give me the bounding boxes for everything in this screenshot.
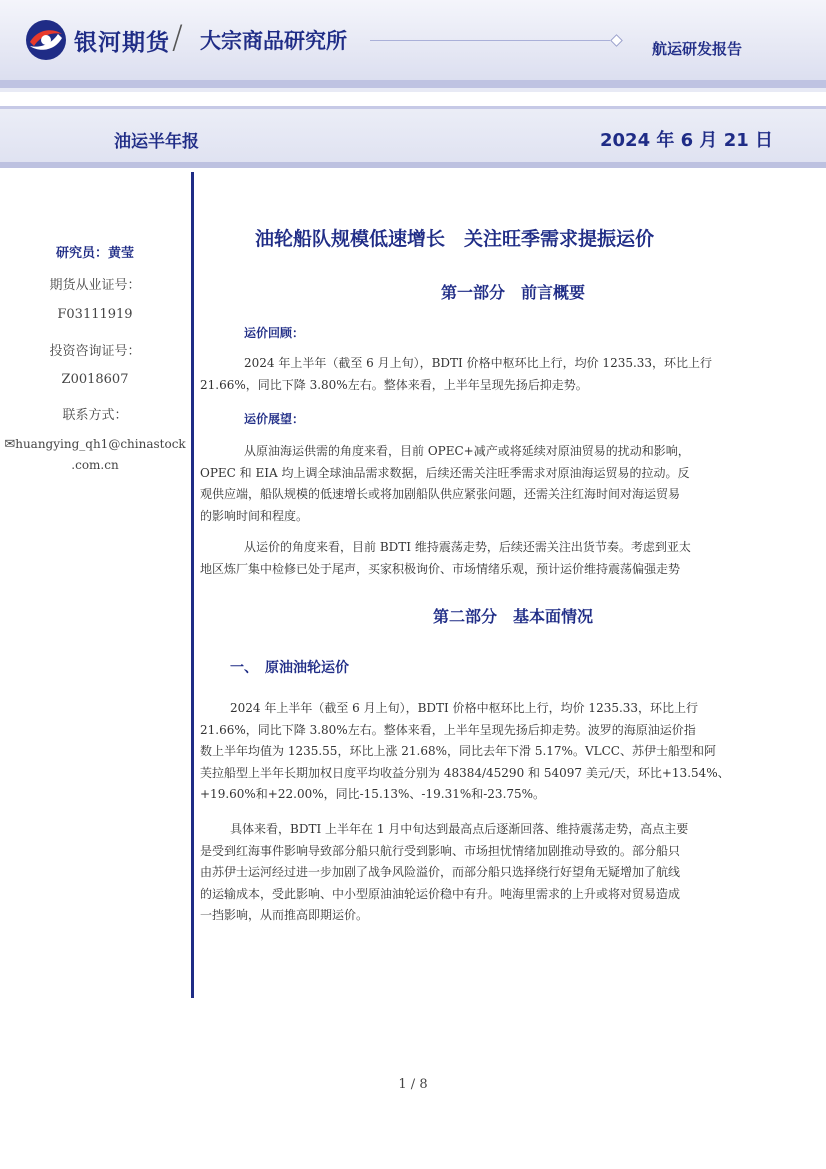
license-label: 期货从业证号： (49, 278, 141, 293)
galaxy-futures-logo (24, 18, 68, 62)
section2-paragraph-1: 2024 年上半年（截至 6 月上旬），BDTI 价格中枢环比上行，均价 1235.33，环比上行 21.66%，同比下降 3.80%左右。整体来看，上半年呈现先扬后抑走势。波罗的海原油运价指 数上半年均值为 1235.55，环比上涨 21.68%，同比去年下滑 5.17%。VLCC、苏伊士船型和阿 芙拉船型上半年长期加权日度平均收益分别为 48384/45290 和 54097 美元/天，环比+13.54%、 +19.60%和+22.00%，同比-15.13%、-19.31%和-23.75%。 (200, 701, 730, 801)
section2-paragraph-2: 具体来看，BDTI 上半年在 1 月中旬达到最高点后逐渐回落、维持震荡走势，高点主要 是受到红海事件影响导致部分船只航行受到影响、市场担忧情绪加剧推动导致的。部分船只 由苏伊士运河经过进一步加剧了战争风险溢价，而部分船只选择绕行好望角无疑增加了航线 的运输成本，受此影响、中小型原油油轮运价稳中有升。吨海里需求的上升或将对贸易造成 一挡影响，从而推高即期运价。 (200, 822, 689, 922)
consult-label: 投资咨询证号： (49, 344, 141, 359)
section2-heading: 第二部分 基本面情况 (432, 607, 593, 626)
outlook-label: 运价展望： (244, 412, 305, 426)
sidebar-divider (191, 172, 194, 998)
email-address[interactable]: ✉huangying_qh1@chinastock (4, 437, 186, 452)
researcher-name: 研究员：黄莹 (55, 246, 134, 261)
header-stripe (0, 80, 826, 88)
review-paragraph: 2024 年上半年（截至 6 月上旬），BDTI 价格中枢环比上行，均价 1235.33，环比上行 21.66%，同比下降 3.80%左右。整体来看，上半年呈现先扬后抑走势。 (200, 356, 713, 392)
division-name: 大宗商品研究所 (200, 29, 347, 53)
license-number: F03111919 (57, 307, 133, 322)
subsection-heading: 一、 原油油轮运价 (230, 660, 349, 676)
header-stripe-light (0, 88, 826, 92)
report-series: 油运半年报 (114, 132, 199, 152)
report-type: 航运研发报告 (652, 40, 743, 58)
consult-number: Z0018607 (61, 372, 129, 387)
header-rule (370, 40, 610, 41)
section1-heading: 第一部分 前言概要 (440, 283, 585, 302)
header-slash: / (172, 18, 183, 56)
sub-header-bottom-rule (0, 162, 826, 168)
review-label: 运价回顾： (244, 326, 305, 340)
envelope-icon: ✉ (4, 437, 16, 452)
report-date: 2024 年 6 月 21 日 (600, 130, 774, 151)
sub-header-top-rule (0, 106, 826, 109)
outlook-paragraph-1: 从原油海运供需的角度来看，目前 OPEC+减产或将延续对原油贸易的扰动和影响， OPEC 和 EIA 均上调全球油品需求数据，后续还需关注旺季需求对原油海运贸易的拉动。反 观供应端，船队规模的低速增长或将加剧船队供应紧张问题，还需关注红海时间对海运贸易 的影响时间和程度。 (200, 444, 690, 523)
outlook-paragraph-2: 从运价的角度来看，目前 BDTI 维持震荡走势，后续还需关注出货节奏。考虑到亚太 地区炼厂集中检修已处于尾声，买家积极询价、市场情绪乐观，预计运价维持震荡偏强走势 (200, 540, 691, 576)
company-name: 银河期货 (74, 30, 170, 56)
email-address-cont: .com.cn (71, 458, 119, 472)
page-title: 油轮船队规模低速增长 关注旺季需求提振运价 (255, 228, 655, 250)
page-number: 1 / 8 (398, 1077, 428, 1092)
contact-label: 联系方式： (62, 408, 128, 423)
